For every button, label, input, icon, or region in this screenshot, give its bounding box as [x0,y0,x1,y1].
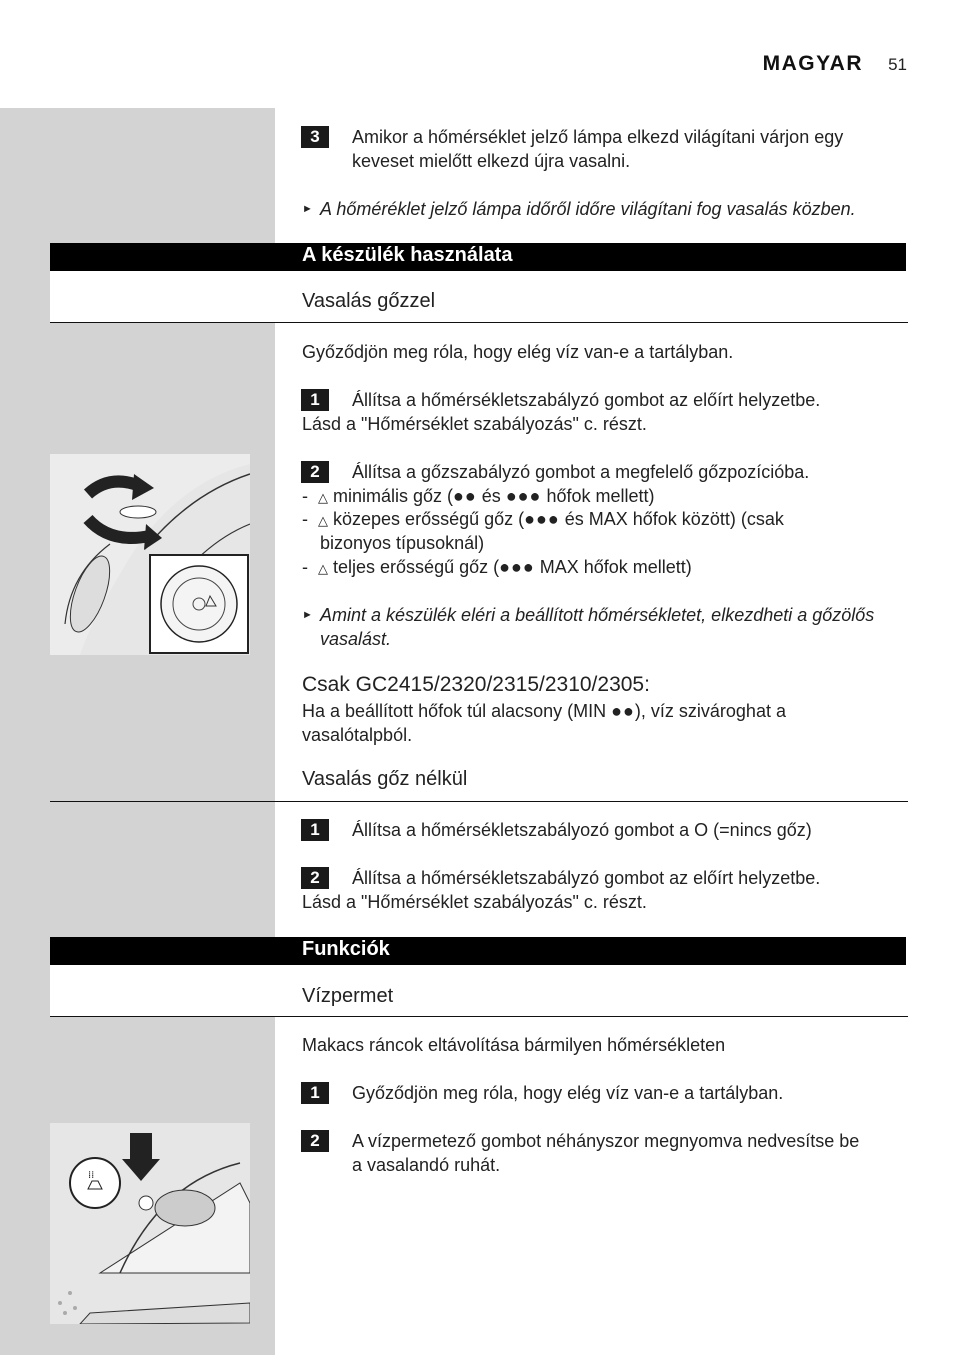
models-text-cont: vasalótalpból. [302,725,413,745]
step-number: 2 [301,867,329,889]
step-reference: Lásd a "Hőmérséklet szabályozás" c. részt. [302,892,647,912]
section-title: Funkciók [302,938,390,960]
step-number: 1 [301,389,329,411]
heading-margin-band [50,271,275,322]
iron-spray-button-illustration [50,1123,250,1324]
subsection-heading: Vasalás gőzzel [302,290,436,312]
heading-rule [50,322,908,323]
step-text: Állítsa a hőmérsékletszabályozó gombot a O (=nincs gőz) [352,820,812,840]
step-text-cont: keveset mielőtt elkezd újra vasalni. [352,151,631,171]
step-number: 2 [301,461,329,483]
note-text-cont: vasalást. [320,629,392,649]
step-text: Amikor a hőmérséklet jelző lámpa elkezd világítani várjon egy [352,127,844,147]
paragraph: Győződjön meg róla, hogy elég víz van-e a tartályban. [302,342,734,362]
steam-option-medium-cont: bizonyos típusoknál) [320,533,485,553]
section-bar [50,937,906,965]
svg-text:⁞⁞: ⁞⁞ [88,1170,95,1181]
steam-min-icon: △ [318,490,328,505]
note-text: Amint a készülék eléri a beállított hőmérsékletet, elkezdheti a gőzölős [320,605,875,625]
note-bullet-icon: ► [302,203,313,215]
heading-rule [50,801,908,802]
iron-spray-button-drawing [50,1123,250,1324]
iron-steam-dial-illustration [50,454,250,655]
note-bullet-icon: ► [302,609,313,621]
step-number: 1 [301,819,329,841]
step-number: 3 [301,126,329,148]
step-number: 2 [301,1130,329,1152]
iron-steam-dial-drawing [50,454,250,655]
step-text: Állítsa a hőmérsékletszabályzó gombot az előírt helyzetbe. [352,868,821,888]
heading-margin-band [50,965,275,1016]
subsection-heading: Vasalás gőz nélkül [302,768,468,790]
page-number: 51 [888,55,907,74]
steam-full-icon: △ [318,561,328,576]
steam-option-full: - △ teljes erősségű gőz (●●● MAX hőfok mellett) [302,557,692,577]
steam-medium-icon: △ [318,513,328,528]
heading-rule [50,1016,908,1017]
step-text-cont: a vasalandó ruhát. [352,1155,501,1175]
language-label: MAGYAR [762,52,863,75]
page-header [700,52,910,76]
subsection-heading: Vízpermet [302,985,394,1007]
steam-option-medium: - △ közepes erősségű gőz (●●● és MAX hőfok között) (csak [302,509,784,529]
models-heading: Csak GC2415/2320/2315/2310/2305: [302,673,650,696]
step-text: Állítsa a hőmérsékletszabályzó gombot az előírt helyzetbe. [352,390,821,410]
step-text: A vízpermetező gombot néhányszor megnyomva nedvesítse be [352,1131,860,1151]
step-text: Győződjön meg róla, hogy elég víz van-e a tartályban. [352,1083,784,1103]
models-text: Ha a beállított hőfok túl alacsony (MIN ●●), víz szivároghat a [302,701,786,721]
note-text: A hőméréklet jelző lámpa időről időre világítani fog vasalás közben. [320,199,856,219]
steam-option-minimal: - △ minimális gőz (●● és ●●● hőfok mellett) [302,486,655,506]
step-reference: Lásd a "Hőmérséklet szabályozás" c. részt. [302,414,647,434]
paragraph: Makacs ráncok eltávolítása bármilyen hőmérsékleten [302,1035,726,1055]
section-title: A készülék használata [302,244,513,266]
step-number: 1 [301,1082,329,1104]
step-text: Állítsa a gőzszabályzó gombot a megfelelő gőzpozícióba. [352,462,810,482]
